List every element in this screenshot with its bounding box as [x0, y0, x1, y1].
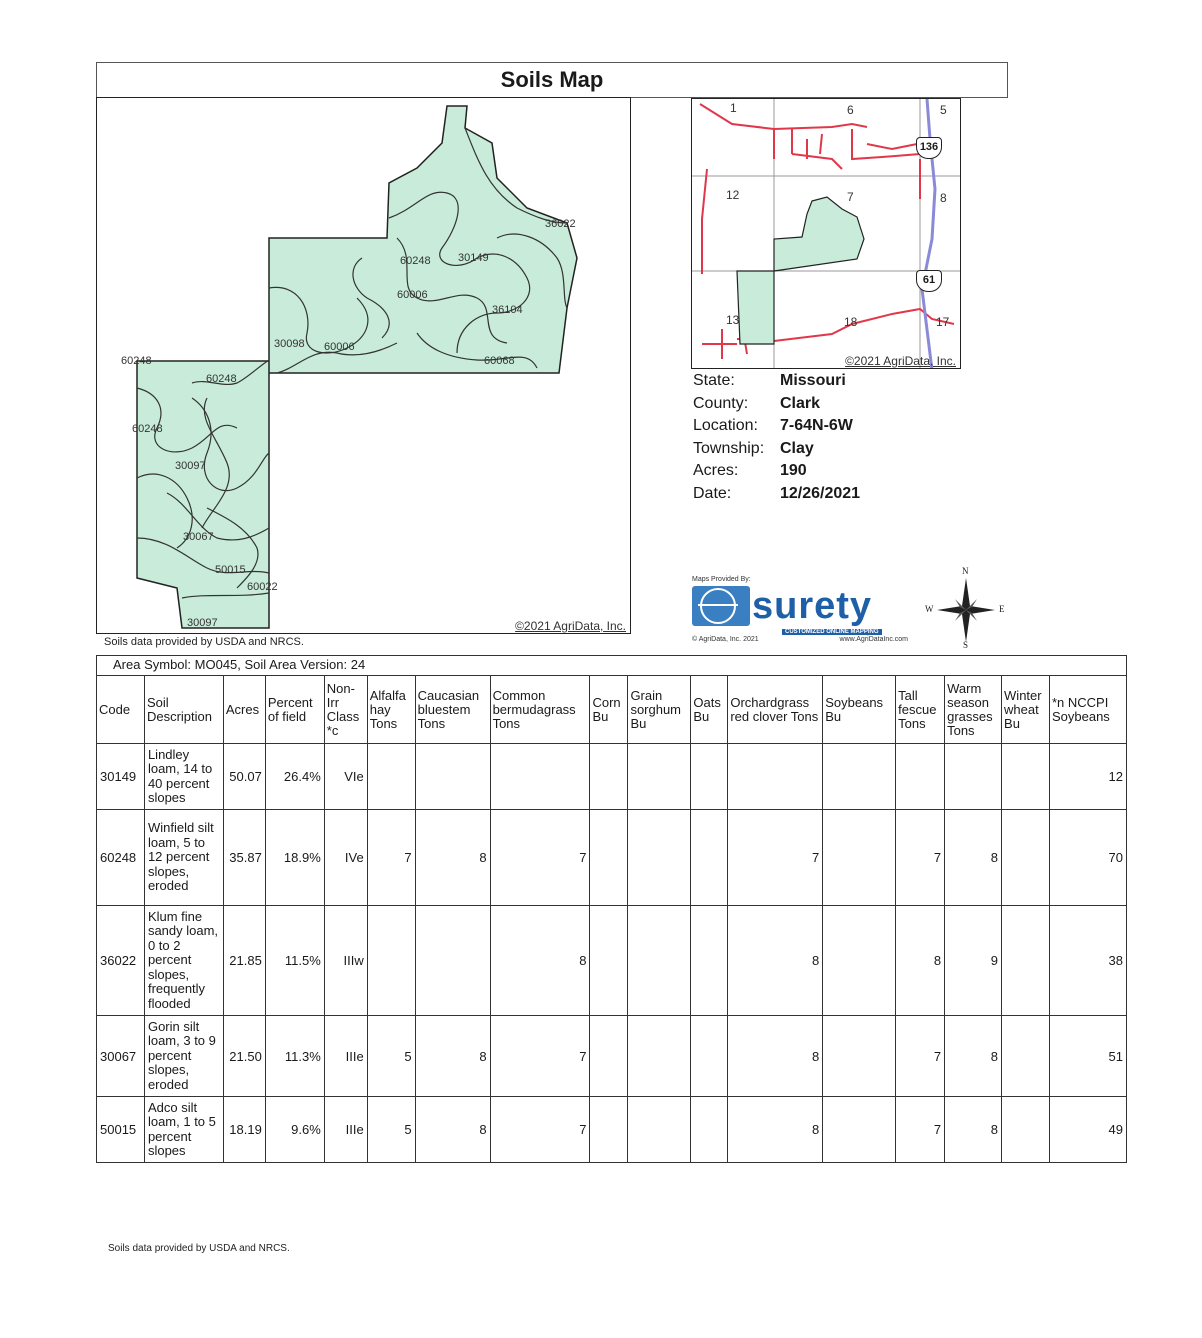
- soil-label: 30067: [183, 531, 214, 543]
- table-cell: 9.6%: [265, 1097, 324, 1163]
- soils-map[interactable]: [96, 97, 631, 634]
- soil-label: 30097: [187, 617, 218, 629]
- soil-label: 36022: [545, 218, 576, 230]
- soil-label: 60248: [132, 423, 163, 435]
- table-cell: 9: [945, 906, 1002, 1016]
- table-cell: Klum fine sandy loam, 0 to 2 percent slopes, frequently flooded: [144, 906, 223, 1016]
- compass-e: E: [999, 604, 1005, 614]
- table-cell: [691, 906, 728, 1016]
- table-cell: [415, 906, 490, 1016]
- info-label: Date:: [693, 484, 732, 502]
- table-cell: [1002, 1016, 1050, 1097]
- table-cell: [490, 744, 590, 810]
- table-cell: 18.19: [223, 1097, 265, 1163]
- table-cell: [1002, 810, 1050, 906]
- table-cell: VIe: [324, 744, 367, 810]
- table-cell: [628, 1016, 691, 1097]
- soils-table: [96, 675, 1127, 1163]
- info-label: Township:: [693, 439, 765, 457]
- table-cell: [691, 744, 728, 810]
- table-cell: IIIe: [324, 1016, 367, 1097]
- table-row: [97, 744, 1127, 810]
- info-row-acres: [693, 460, 860, 483]
- col-header: Warm season grasses Tons: [945, 676, 1002, 744]
- table-cell: [945, 744, 1002, 810]
- table-cell: 7: [896, 1097, 945, 1163]
- table-cell: [691, 1016, 728, 1097]
- compass-graphic: [925, 570, 1007, 648]
- locator-field: [774, 197, 864, 271]
- table-cell: 8: [728, 906, 823, 1016]
- table-cell: 30067: [97, 1016, 145, 1097]
- table-cell: 21.50: [223, 1016, 265, 1097]
- globe-icon: [692, 586, 750, 626]
- surety-logo[interactable]: [692, 576, 922, 646]
- logo-row: [692, 586, 922, 626]
- table-cell: 5: [367, 1016, 415, 1097]
- table-cell: 36022: [97, 906, 145, 1016]
- table-cell: 18.9%: [265, 810, 324, 906]
- table-cell: 7: [896, 1016, 945, 1097]
- info-value: Missouri: [780, 372, 846, 389]
- table-cell: [691, 1097, 728, 1163]
- table-header-row: [97, 676, 1127, 744]
- col-header: Alfalfa hay Tons: [367, 676, 415, 744]
- section-label: 18: [844, 315, 858, 329]
- soil-label: 60006: [324, 341, 355, 353]
- col-header: Percent of field: [265, 676, 324, 744]
- table-cell: 8: [728, 1016, 823, 1097]
- soil-label: 60248: [121, 355, 152, 367]
- logo-footer: [692, 636, 908, 643]
- table-cell: IIIw: [324, 906, 367, 1016]
- soil-label: 30098: [274, 338, 305, 350]
- col-header: Common bermudagrass Tons: [490, 676, 590, 744]
- locator-field: [737, 271, 774, 344]
- table-cell: 8: [945, 1097, 1002, 1163]
- table-cell: 8: [945, 1016, 1002, 1097]
- table-cell: [823, 906, 896, 1016]
- section-label: 1: [730, 101, 737, 115]
- table-cell: Lindley loam, 14 to 40 percent slopes: [144, 744, 223, 810]
- table-cell: [590, 810, 628, 906]
- source-note: Soils data provided by USDA and NRCS.: [104, 636, 304, 648]
- table-cell: 8: [415, 1097, 490, 1163]
- table-cell: 7: [490, 1097, 590, 1163]
- locator-copyright: ©2021 AgriData, Inc.: [845, 354, 956, 368]
- section-label: 6: [847, 103, 854, 117]
- table-cell: 21.85: [223, 906, 265, 1016]
- table-cell: [823, 1097, 896, 1163]
- table-cell: 8: [945, 810, 1002, 906]
- info-row-date: [693, 483, 860, 506]
- highway-shield-136: 136: [916, 137, 942, 159]
- compass-w: W: [925, 604, 934, 614]
- info-label: County:: [693, 394, 749, 412]
- col-header: Code: [97, 676, 145, 744]
- maps-provided-by: Maps Provided By:: [692, 576, 751, 583]
- table-cell: 7: [367, 810, 415, 906]
- info-label: State:: [693, 372, 735, 389]
- soil-label: 30097: [175, 460, 206, 472]
- table-cell: 26.4%: [265, 744, 324, 810]
- info-row-state: [693, 370, 860, 393]
- table-cell: 7: [490, 1016, 590, 1097]
- table-cell: 7: [490, 810, 590, 906]
- footer-note: Soils data provided by USDA and NRCS.: [108, 1243, 290, 1254]
- table-cell: 30149: [97, 744, 145, 810]
- table-cell: 70: [1049, 810, 1126, 906]
- table-cell: 60248: [97, 810, 145, 906]
- col-header: Tall fescue Tons: [896, 676, 945, 744]
- table-cell: Winfield silt loam, 5 to 12 percent slopes, eroded: [144, 810, 223, 906]
- info-value: 12/26/2021: [780, 484, 861, 502]
- brand-tagline: CUSTOMIZED ONLINE MAPPING: [782, 629, 882, 635]
- compass-s: S: [963, 640, 969, 650]
- soil-label: 60248: [206, 373, 237, 385]
- highway-shield-61: 61: [916, 270, 942, 292]
- table-cell: [590, 1097, 628, 1163]
- col-header: Winter wheat Bu: [1002, 676, 1050, 744]
- table-cell: [691, 810, 728, 906]
- soil-label: 60068: [484, 355, 515, 367]
- table-cell: 51: [1049, 1016, 1126, 1097]
- info-label: Acres:: [693, 462, 739, 479]
- section-label: 13: [726, 313, 740, 327]
- soil-label: 60248: [400, 255, 431, 267]
- table-cell: [823, 1016, 896, 1097]
- col-header: Orchardgrass red clover Tons: [728, 676, 823, 744]
- table-cell: [367, 906, 415, 1016]
- table-cell: [728, 744, 823, 810]
- table-cell: [1002, 906, 1050, 1016]
- table-cell: Adco silt loam, 1 to 5 percent slopes: [144, 1097, 223, 1163]
- table-cell: [628, 1097, 691, 1163]
- table-cell: Gorin silt loam, 3 to 9 percent slopes, eroded: [144, 1016, 223, 1097]
- table-cell: IIIe: [324, 1097, 367, 1163]
- map-copyright: ©2021 AgriData, Inc.: [515, 619, 626, 633]
- info-row-county: [693, 393, 860, 416]
- col-header: Non-Irr Class *c: [324, 676, 367, 744]
- soil-label: 36104: [492, 304, 523, 316]
- col-header: Caucasian bluestem Tons: [415, 676, 490, 744]
- table-cell: [590, 744, 628, 810]
- page-title: Soils Map: [96, 62, 1008, 98]
- logo-url[interactable]: www.AgriDataInc.com: [839, 636, 908, 643]
- info-row-location: [693, 415, 860, 438]
- col-header: Acres: [223, 676, 265, 744]
- info-value: 190: [780, 462, 807, 479]
- table-cell: 38: [1049, 906, 1126, 1016]
- section-label: 17: [936, 315, 950, 329]
- soil-polygons: [97, 98, 631, 634]
- table-cell: [590, 1016, 628, 1097]
- info-label: Location:: [693, 417, 758, 434]
- table-cell: [590, 906, 628, 1016]
- col-header: Oats Bu: [691, 676, 728, 744]
- table-cell: 35.87: [223, 810, 265, 906]
- col-header: *n NCCPI Soybeans: [1049, 676, 1126, 744]
- col-header: Soybeans Bu: [823, 676, 896, 744]
- field-boundary: [137, 106, 577, 628]
- table-cell: 12: [1049, 744, 1126, 810]
- area-symbol: Area Symbol: MO045, Soil Area Version: 24: [96, 655, 1127, 675]
- table-cell: 7: [896, 810, 945, 906]
- location-info: [693, 370, 860, 505]
- table-cell: 49: [1049, 1097, 1126, 1163]
- table-cell: [628, 810, 691, 906]
- table-cell: [1002, 744, 1050, 810]
- table-cell: 5: [367, 1097, 415, 1163]
- compass-rose-icon: [925, 566, 1007, 650]
- table-cell: 8: [896, 906, 945, 1016]
- table-cell: [823, 744, 896, 810]
- section-label: 5: [940, 103, 947, 117]
- col-header: Corn Bu: [590, 676, 628, 744]
- table-row: [97, 1097, 1127, 1163]
- table-cell: 8: [415, 1016, 490, 1097]
- soil-label: 60022: [247, 581, 278, 593]
- soil-label: 50015: [215, 564, 246, 576]
- section-label: 12: [726, 188, 740, 202]
- logo-copyright: © AgriData, Inc. 2021: [692, 636, 759, 643]
- soil-label: 60006: [397, 289, 428, 301]
- table-cell: 8: [415, 810, 490, 906]
- col-header: Grain sorghum Bu: [628, 676, 691, 744]
- soil-label: 30149: [458, 252, 489, 264]
- info-value: 7-64N-6W: [780, 417, 853, 434]
- table-cell: 50.07: [223, 744, 265, 810]
- table-cell: [1002, 1097, 1050, 1163]
- table-cell: 8: [490, 906, 590, 1016]
- table-cell: [367, 744, 415, 810]
- table-cell: [823, 810, 896, 906]
- table-row: [97, 810, 1127, 906]
- table-cell: 11.3%: [265, 1016, 324, 1097]
- table-row: [97, 906, 1127, 1016]
- table-cell: IVe: [324, 810, 367, 906]
- section-label: 7: [847, 190, 854, 204]
- table-cell: 8: [728, 1097, 823, 1163]
- table-cell: [415, 744, 490, 810]
- table-cell: 7: [728, 810, 823, 906]
- table-cell: [628, 744, 691, 810]
- table-cell: 11.5%: [265, 906, 324, 1016]
- brand-name: surety: [752, 585, 873, 627]
- section-label: 8: [940, 191, 947, 205]
- locator-map[interactable]: [691, 98, 961, 369]
- info-value: Clark: [780, 394, 821, 412]
- info-value: Clay: [780, 439, 814, 457]
- info-row-township: [693, 438, 860, 461]
- table-cell: [896, 744, 945, 810]
- table-cell: [628, 906, 691, 1016]
- col-header: Soil Description: [144, 676, 223, 744]
- compass-n: N: [962, 566, 969, 576]
- table-cell: 50015: [97, 1097, 145, 1163]
- table-row: [97, 1016, 1127, 1097]
